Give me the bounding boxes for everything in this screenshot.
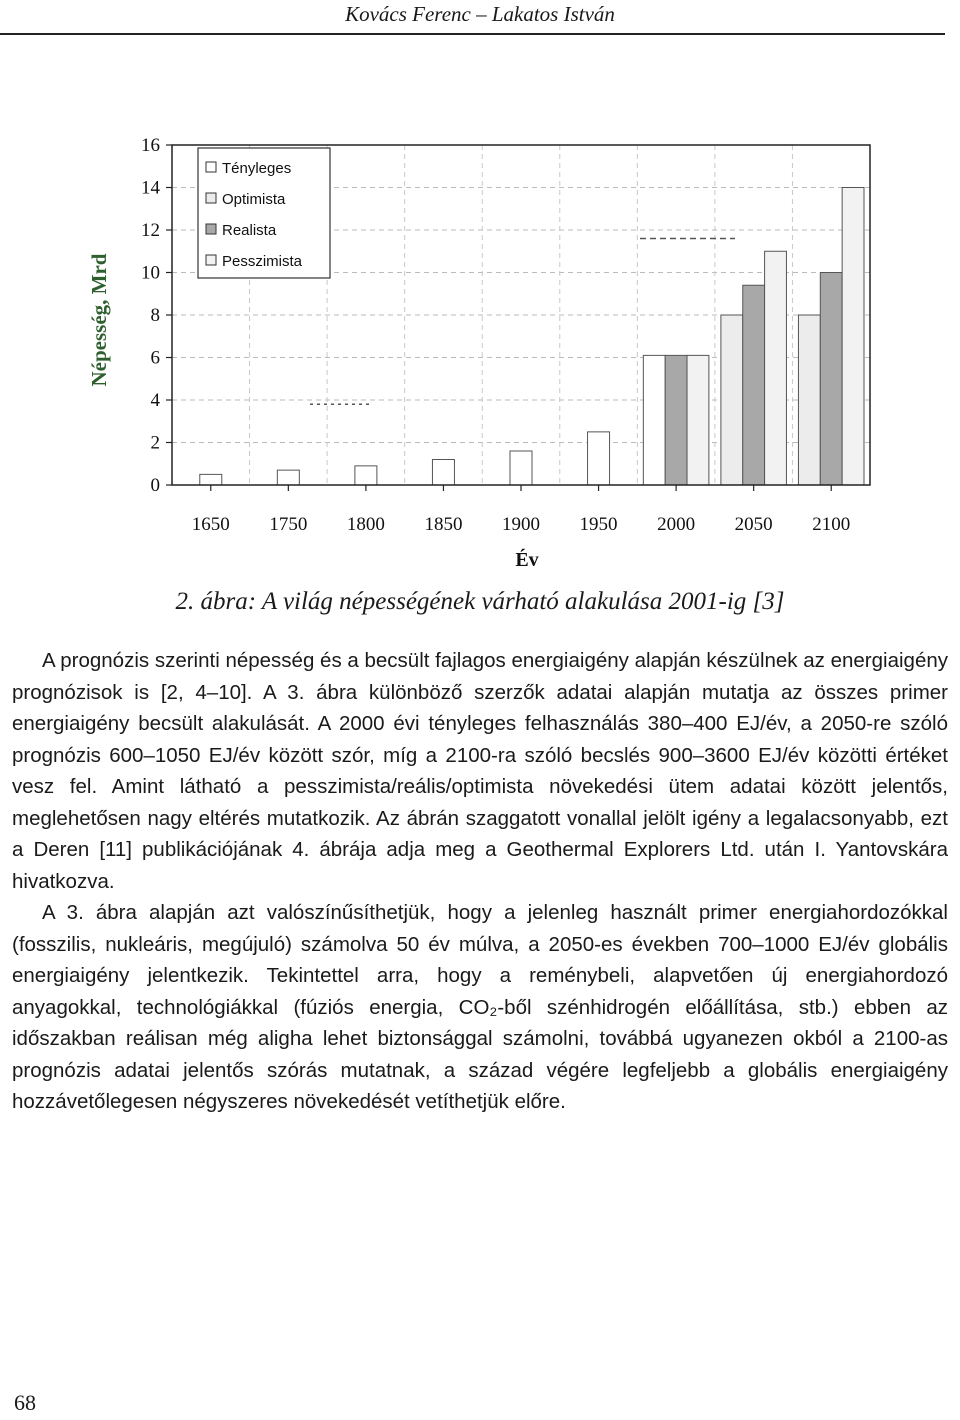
chart-legend <box>198 148 330 278</box>
x-tick-label: 1850 <box>424 514 463 535</box>
x-tick-label: 1750 <box>269 514 308 535</box>
bar-optimista-2100 <box>798 315 820 485</box>
bar-tényleges-1850 <box>432 460 454 486</box>
figure-caption: 2. ábra: A világ népességének várható alakulása 2001-ig [3] <box>175 588 785 615</box>
page-number: 68 <box>14 1390 36 1415</box>
y-tick-label: 0 <box>150 475 160 496</box>
bar-tényleges-1650 <box>200 474 222 485</box>
body-text <box>12 645 948 1118</box>
x-tick-label: 1900 <box>502 514 540 535</box>
paragraph-2: A 3. ábra alapján azt valószínűsíthetjük, hogy a jelenleg használt primer energiahordozókkal (fosszilis, nukleáris, megújuló) számolva 50 év múlva, a 2050-es években 700–1000 EJ/év globális energiaigény jelentkezik. Tekintettel arra, hogy a reménybeli, alapvetően új energiahordozó anyagokkal, technológiákkal (fúziós energia, CO₂-ből szénhidrogén előállítása, stb.) ebben az időszakban reálisan még aligha lehet biztonsággal számolni, továbbá ugyanezen okból a 2100-as prognózis adatai jelentős szórás mutatnak, a század végére legfeljebb a globális energiaigény hozzávetőlegesen négyszeres növekedését vetíthetjük előre. <box>12 901 948 1113</box>
y-tick-label: 12 <box>141 220 160 241</box>
x-tick-label: 2050 <box>734 514 773 535</box>
x-tick-label: 1650 <box>191 514 230 535</box>
legend-label: Realista <box>222 222 277 239</box>
x-axis-title: Év <box>515 549 539 571</box>
legend-swatch <box>206 193 216 203</box>
legend-label: Optimista <box>222 191 286 208</box>
bar-optimista-2050 <box>721 315 743 485</box>
x-tick-label: 1800 <box>346 514 385 535</box>
legend-swatch <box>206 224 216 234</box>
y-tick-label: 16 <box>141 135 160 156</box>
legend-swatch <box>206 162 216 172</box>
y-tick-label: 6 <box>150 347 160 369</box>
bar-realista-2000 <box>665 355 687 485</box>
y-tick-label: 2 <box>150 432 160 454</box>
paragraph-1: A prognózis szerinti népesség és a becsült fajlagos energiaigény alapján készülnek az energiaigény prognózisok is [2, 4–10]. A 3. ábra különböző szerzők adatai alapján mutatja az összes primer energiaigény becsült alakulását. A 2000 évi tényleges felhasználás 380–400 EJ/év, a 2050-re szóló prognózis 600–1050 EJ/év között szór, míg a 2100-ra szóló becslés 900–3600 EJ/év közötti értéket vesz fel. Amint látható a pesszimista/reális/optimista növekedési ütem adatai között jelentős, meglehetősen nagy eltérés mutatkozik. Az ábrán szaggatott vonallal jelölt igény a legalacsonyabb, ezt a Deren [11] publikációjának 4. ábrája adja meg a Geothermal Explorers Ltd. után I. Yantovskára hivatkozva. <box>12 649 948 893</box>
bar-pesszimista-2000 <box>687 355 709 485</box>
bar-realista-2100 <box>820 273 842 486</box>
bar-tényleges-1800 <box>355 466 377 485</box>
y-tick-label: 4 <box>150 390 160 411</box>
y-tick-label: 10 <box>141 262 160 284</box>
bar-tényleges-1750 <box>277 470 299 485</box>
legend-swatch <box>206 255 216 265</box>
bar-tényleges-2000 <box>643 355 665 485</box>
x-tick-label: 1950 <box>579 514 618 535</box>
population-chart <box>0 0 960 580</box>
legend-label: Pesszimista <box>222 253 303 270</box>
x-tick-label: 2000 <box>657 514 696 535</box>
y-axis-title: Népesség, Mrd <box>87 253 111 387</box>
y-tick-label: 14 <box>141 177 160 199</box>
legend-label: Tényleges <box>222 160 292 177</box>
bar-tényleges-1900 <box>510 451 532 485</box>
running-head: Kovács Ferenc – Lakatos István <box>345 2 615 26</box>
bar-tényleges-1950 <box>588 432 610 485</box>
x-tick-label: 2100 <box>812 514 851 535</box>
bar-pesszimista-2050 <box>765 251 787 485</box>
y-tick-label: 8 <box>150 305 160 326</box>
bar-realista-2050 <box>743 285 765 485</box>
bar-pesszimista-2100 <box>842 188 864 486</box>
